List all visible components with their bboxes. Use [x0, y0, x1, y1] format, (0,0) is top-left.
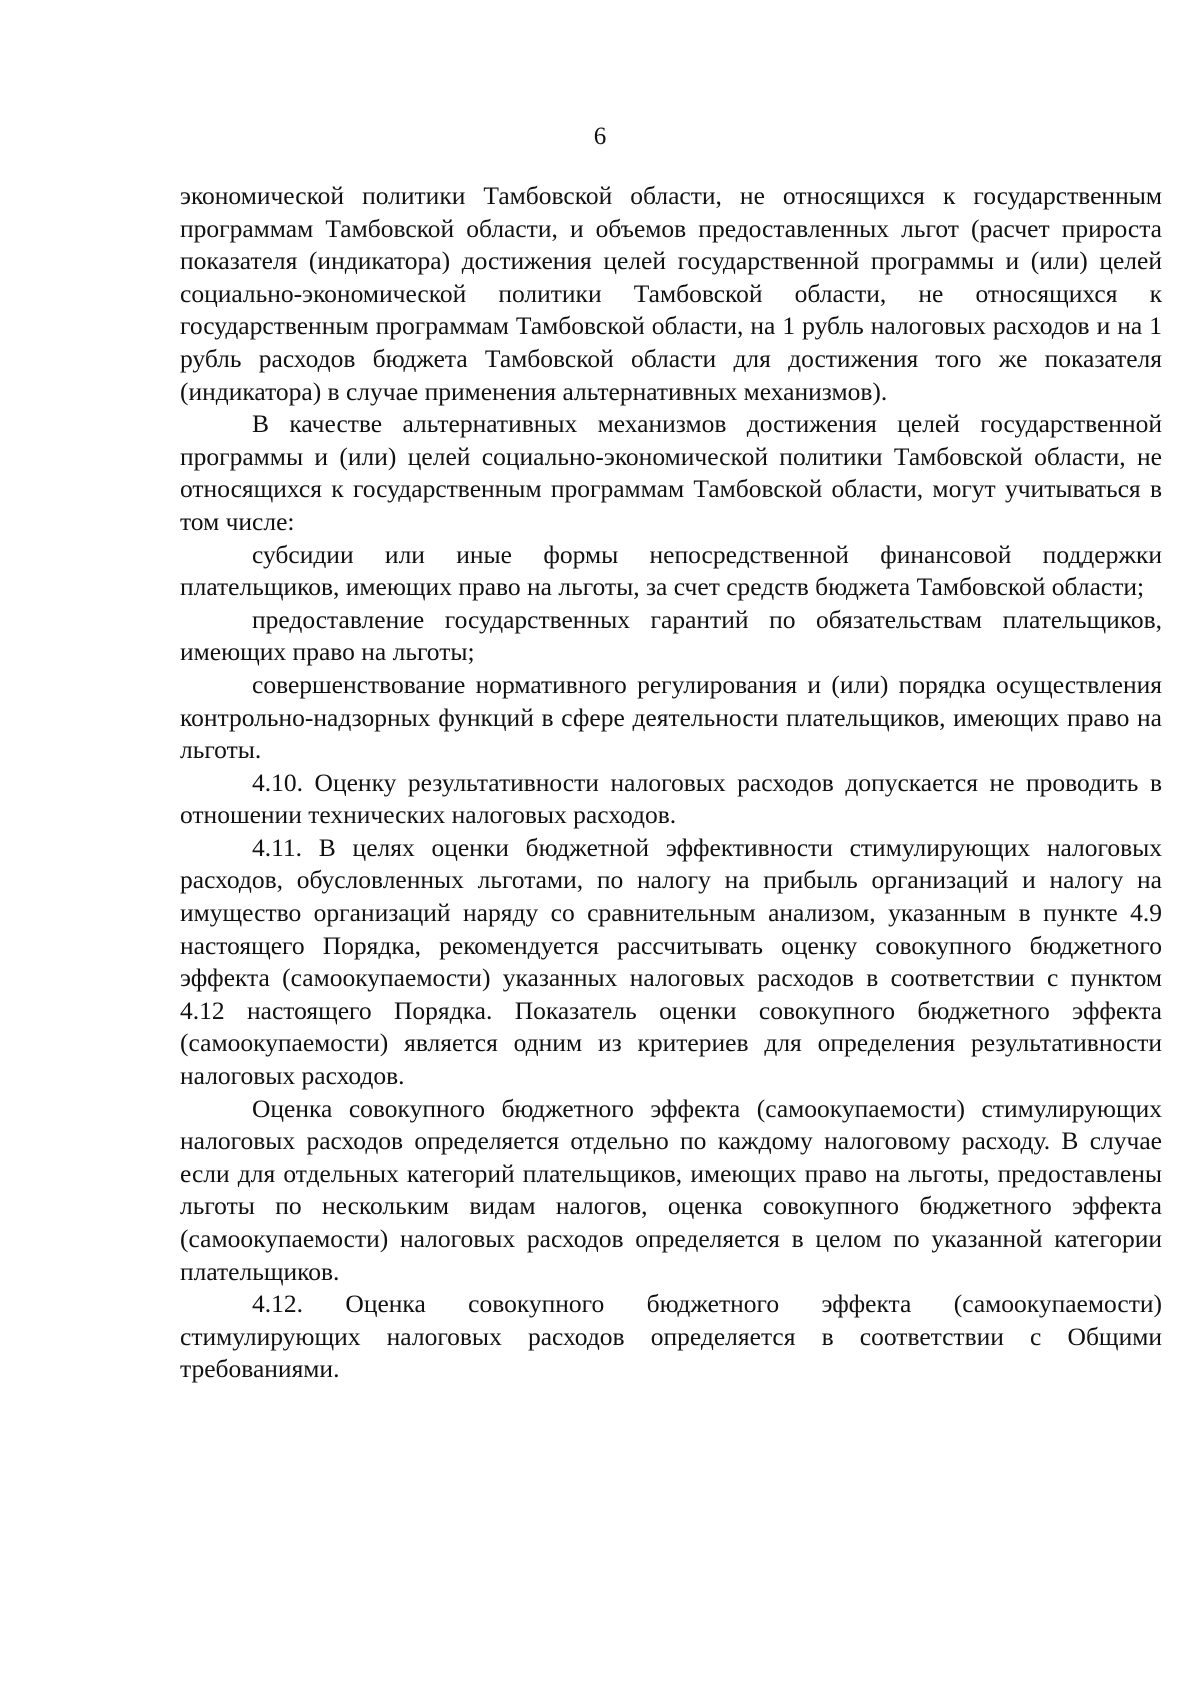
- paragraph-4-10: 4.10. Оценку результативности налоговых расходов допускается не проводить в отношении технических налоговых расходов.: [180, 767, 1162, 830]
- paragraph-4-12: 4.12. Оценка совокупного бюджетного эффекта (самоокупаемости) стимулирующих налоговых расходов определяется в соответствии с Общими требованиями.: [180, 1289, 1162, 1384]
- paragraph-4-11: 4.11. В целях оценки бюджетной эффективности стимулирующих налоговых расходов, обусловленных льготами, по налогу на прибыль организаций и налогу на имущество организаций наряду со сравнительным анализом, указанным в пункте 4.9 настоящего Порядка, рекомендуется рассчитывать оценку совокупного бюджетного эффекта (самоокупаемости) указанных налоговых расходов в соответствии с пунктом 4.12 настоящего Порядка. Показатель оценки совокупного бюджетного эффекта (самоокупаемости) является одним из критериев для определения результативности налоговых расходов.: [180, 832, 1162, 1091]
- paragraph-regulation-improvement: совершенствование нормативного регулирования и (или) порядка осуществления контрольно-надзорных функций в сфере деятельности плательщиков, имеющих право на льготы.: [180, 669, 1162, 765]
- paragraph-state-guarantees: предоставление государственных гарантий по обязательствам плательщиков, имеющих право на льготы;: [180, 604, 1162, 667]
- paragraph-self-sufficiency-assessment: Оценка совокупного бюджетного эффекта (самоокупаемости) стимулирующих налоговых расходов определяется отдельно по каждому налоговому расходу. В случае если для отдельных категорий плательщиков, имеющих право на льготы, предоставлены льготы по нескольким видам налогов, оценка совокупного бюджетного эффекта (самоокупаемости) налоговых расходов определяется в целом по указанной категории плательщиков.: [180, 1093, 1162, 1286]
- page-number: 6: [593, 123, 607, 150]
- document-body: [180, 180, 1162, 1386]
- paragraph-alternative-mechanisms: В качестве альтернативных механизмов достижения целей государственной программы и (или) целей социально-экономической политики Тамбовской области, не относящихся к государственным программам Тамбовской области, могут учитываться в том числе:: [180, 409, 1162, 536]
- paragraph-continuation: экономической политики Тамбовской области, не относящихся к государственным программам Тамбовской области, и объемов предоставленных льгот (расчет прироста показателя (индикатора) достижения целей государственной программы и (или) целей социально-экономической политики Тамбовской области, не относящихся к государственным программам Тамбовской области, на 1 рубль налоговых расходов и на 1 рубль расходов бюджета Тамбовской области для достижения того же показателя (индикатора) в случае применения альтернативных механизмов).: [180, 181, 1162, 406]
- paragraph-subsidies: субсидии или иные формы непосредственной финансовой поддержки плательщиков, имеющих право на льготы, за счет средств бюджета Тамбовской области;: [180, 539, 1162, 602]
